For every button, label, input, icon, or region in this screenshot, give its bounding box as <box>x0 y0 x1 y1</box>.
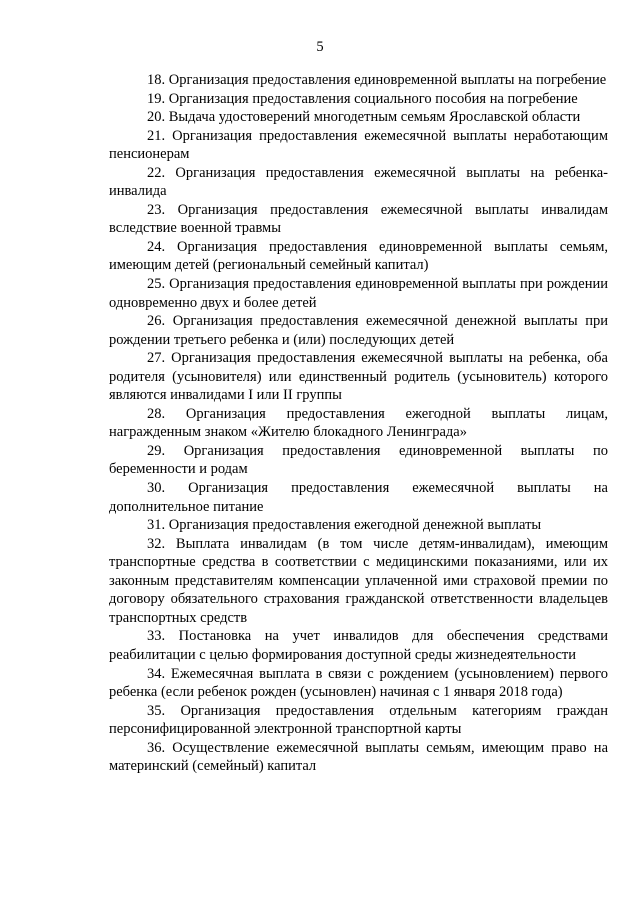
list-item: 36. Осуществление ежемесячной выплаты семьям, имеющим право на материнский (семейный) капитал <box>109 739 608 775</box>
list-item: 24. Организация предоставления единовременной выплаты семьям, имеющим детей (региональный семейный капитал) <box>109 238 608 274</box>
list-item: 19. Организация предоставления социального пособия на погребение <box>147 90 578 107</box>
page-number: 5 <box>316 39 324 55</box>
list-item: 30. Организация предоставления ежемесячной выплаты на дополнительное питание <box>109 480 608 515</box>
list-item: 34. Ежемесячная выплата в связи с рождением (усыновлением) первого ребенка (если ребенок рожден (усыновлен) начиная с 1 января 2018 года) <box>109 665 608 701</box>
list-item: 20. Выдача удостоверений многодетным семьям Ярославской области <box>147 109 581 126</box>
list-item: 27. Организация предоставления ежемесячной выплаты на ребенка, оба родителя (усыновителя) или единственный родитель (усыновитель) которого являются инвалидами I или II группы <box>109 350 608 404</box>
list-item: 32. Выплата инвалидам (в том числе детям-инвалидам), имеющим транспортные средства в соответствии с медицинскими показаниями, или их законным представителям компенсации уплаченной ими страховой премии по договору обязательного страхования гражданской ответственности владельцев транспортных средств <box>109 535 608 626</box>
list-item: 25. Организация предоставления единовременной выплаты при рождении одновременно двух и более детей <box>109 276 608 311</box>
service-list <box>109 71 608 776</box>
list-item: 28. Организация предоставления ежегодной выплаты лицам, награжденным знаком «Жителю блокадного Ленинграда» <box>109 405 608 441</box>
list-item: 21. Организация предоставления ежемесячной выплаты неработающим пенсионерам <box>109 127 608 163</box>
list-item: 35. Организация предоставления отдельным категориям граждан персонифицированной электронной транспортной карты <box>109 702 608 738</box>
list-item: 29. Организация предоставления единовременной выплаты по беременности и родам <box>109 442 608 478</box>
list-item: 18. Организация предоставления единовременной выплаты на погребение <box>147 72 607 88</box>
list-item: 22. Организация предоставления ежемесячной выплаты на ребенка-инвалида <box>109 164 608 200</box>
list-item: 23. Организация предоставления ежемесячной выплаты инвалидам вследствие военной травмы <box>109 201 608 237</box>
list-item: 26. Организация предоставления ежемесячной денежной выплаты при рождении третьего ребенка и (или) последующих детей <box>109 313 608 348</box>
list-item: 33. Постановка на учет инвалидов для обеспечения средствами реабилитации с целью формирования доступной среды жизнедеятельности <box>109 628 608 663</box>
list-item: 31. Организация предоставления ежегодной денежной выплаты <box>147 517 542 534</box>
